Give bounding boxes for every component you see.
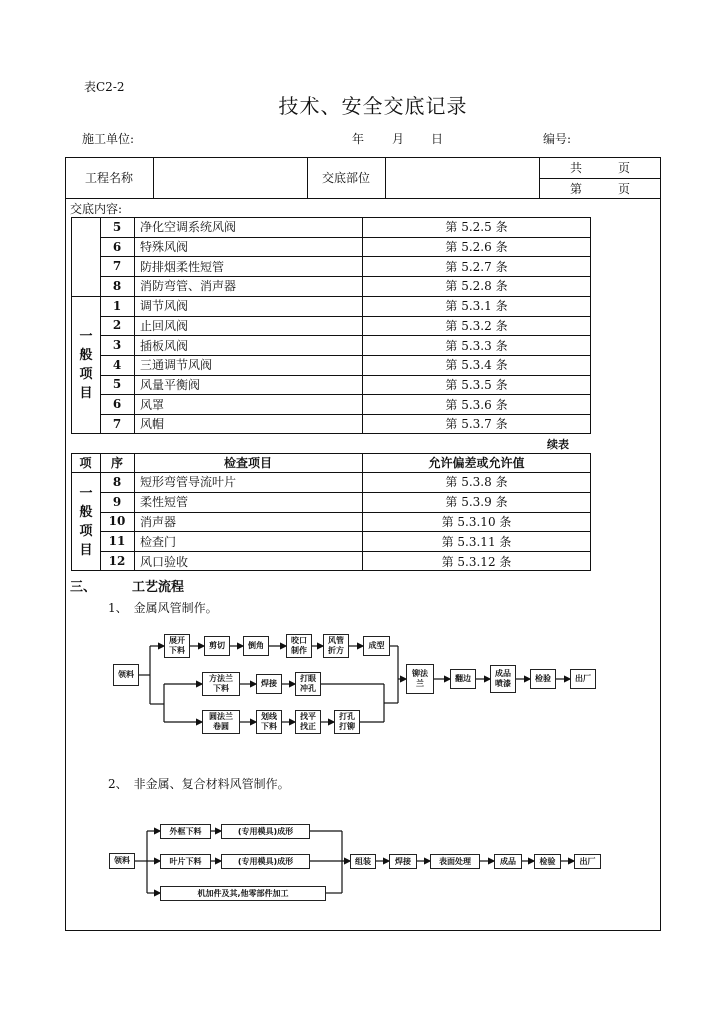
total-pages: 共 页 <box>569 161 630 175</box>
flow2-chengpin: 成品 <box>494 854 522 869</box>
page-title: 技术、安全交底记录 <box>278 94 468 118</box>
continued-label: 续表 <box>547 438 569 451</box>
row-number: 8 <box>112 278 122 293</box>
col-header-item: 项 <box>79 456 92 470</box>
row-item: 风帽 <box>140 417 165 432</box>
flow1-chengxing: 成型 <box>363 636 390 656</box>
row-item: 风量平衡阀 <box>140 377 201 392</box>
flow1-jianyan: 检验 <box>530 669 556 689</box>
flow1-zhaxian: 划线 下料 <box>256 710 282 734</box>
flow2-jianyan: 检验 <box>534 854 561 869</box>
row-reference: 第 5.2.6 条 <box>445 240 508 255</box>
row-number: 12 <box>108 554 126 569</box>
flow1-zhaoping: 找平 找正 <box>295 710 321 734</box>
row-reference: 第 5.3.11 条 <box>441 534 512 549</box>
row-item: 消声器 <box>140 514 177 529</box>
row-reference: 第 5.3.7 条 <box>445 417 508 432</box>
row-number: 9 <box>112 494 122 509</box>
flow2-jijia: 机加件及其,他零部件加工 <box>160 886 326 901</box>
row-item: 消防弯管、消声器 <box>140 279 237 294</box>
row-reference: 第 5.3.3 条 <box>445 338 508 353</box>
project-name-label: 工程名称 <box>84 171 133 185</box>
flow1-lingliao: 领料 <box>113 664 139 686</box>
flow2-yepian: 叶片下料 <box>160 854 211 869</box>
row-item: 特殊风阀 <box>140 240 189 255</box>
row-reference: 第 5.3.1 条 <box>445 299 508 314</box>
row-reference: 第 5.3.12 条 <box>441 554 512 569</box>
row-reference: 第 5.3.4 条 <box>445 358 508 373</box>
flow2-moju2: (专用模具)成形 <box>221 854 310 869</box>
sub-heading-1: 1、 金属风管制作。 <box>108 601 218 615</box>
flow1-yaokou: 咬口 制作 <box>286 634 312 658</box>
row-number: 7 <box>112 259 122 274</box>
col-header-check: 检查项目 <box>223 456 272 470</box>
row-item: 止回风阀 <box>140 318 189 333</box>
row-item: 净化空调系统风阀 <box>140 220 237 235</box>
row-number: 7 <box>112 416 122 431</box>
col-header-seq: 序 <box>110 456 123 470</box>
flow1-dayan: 打眼 冲孔 <box>295 672 321 696</box>
row-number: 5 <box>112 377 122 392</box>
row-item: 防排烟柔性短管 <box>140 259 225 274</box>
row-number: 11 <box>108 534 126 549</box>
flow1-chuchang: 出厂 <box>570 669 596 689</box>
month-label: 月 <box>392 132 405 146</box>
flow1-chengpin: 成品 喷漆 <box>490 665 516 693</box>
content-label: 交底内容: <box>70 202 123 216</box>
col-header-tolerance: 允许偏差或允许值 <box>428 456 525 470</box>
group-label-general: 一般项目 <box>79 329 93 401</box>
row-item: 风罩 <box>140 397 165 412</box>
row-reference: 第 5.3.2 条 <box>445 318 508 333</box>
row-item: 三通调节风阀 <box>140 358 213 373</box>
row-reference: 第 5.2.7 条 <box>445 259 508 274</box>
flow2-lingliao: 领料 <box>109 853 135 869</box>
number-label: 编号: <box>543 132 572 146</box>
row-item: 插板风阀 <box>140 338 189 353</box>
flow2-zupin: 组装 <box>350 854 376 869</box>
flow1-hanjie: 焊接 <box>256 674 282 694</box>
row-reference: 第 5.3.8 条 <box>445 475 508 490</box>
row-reference: 第 5.3.9 条 <box>445 495 508 510</box>
unit-label: 施工单位: <box>82 132 135 146</box>
flow2-waikuang: 外框下料 <box>160 824 211 839</box>
form-code: 表C2-2 <box>84 80 125 94</box>
group-label-general-2: 一般项目 <box>79 485 93 558</box>
row-item: 检查门 <box>140 534 177 549</box>
sub-heading-2: 2、 非金属、复合材料风管制作。 <box>108 777 290 791</box>
section-number: 三、 <box>70 580 97 595</box>
row-item: 柔性短管 <box>140 495 189 510</box>
row-number: 1 <box>112 298 122 313</box>
part-label: 交底部位 <box>321 171 370 185</box>
flow2-biaomian: 表面处理 <box>430 854 480 869</box>
flow1-maofalan: 铆法 兰 <box>406 664 434 694</box>
row-number: 3 <box>112 338 122 353</box>
row-number: 2 <box>112 318 122 333</box>
row-reference: 第 5.3.5 条 <box>445 377 508 392</box>
row-number: 10 <box>108 514 126 529</box>
row-number: 6 <box>112 239 122 254</box>
flow1-fangfalan: 方法兰 下料 <box>202 672 240 696</box>
row-number: 5 <box>112 219 122 234</box>
flow2-chuchang: 出厂 <box>574 854 601 869</box>
flow1-fengguan: 风管 折方 <box>323 634 349 658</box>
row-reference: 第 5.2.5 条 <box>445 220 508 235</box>
flow1-fanbian: 翻边 <box>450 669 476 689</box>
day-label: 日 <box>431 132 444 146</box>
flow1-dakong: 打孔 打铆 <box>334 710 360 734</box>
row-number: 6 <box>112 397 122 412</box>
row-reference: 第 5.2.8 条 <box>445 279 508 294</box>
flow1-zhankai: 展开 下料 <box>164 634 190 658</box>
row-item: 风口验收 <box>140 554 189 569</box>
row-item: 调节风阀 <box>140 299 189 314</box>
flow1-jianqie: 剪切 <box>204 636 230 656</box>
row-reference: 第 5.3.10 条 <box>441 514 512 529</box>
row-item: 短形弯管导流叶片 <box>140 475 237 490</box>
page-number: 第 页 <box>569 181 630 196</box>
flow2-moju1: (专用模具)成形 <box>221 824 310 839</box>
flow1-yuanfalan: 圆法兰 卷圆 <box>202 710 240 734</box>
row-reference: 第 5.3.6 条 <box>445 397 508 412</box>
section-title: 工艺流程 <box>132 580 185 595</box>
flow2-hanjie: 焊接 <box>389 854 417 869</box>
flow1-daojiao: 倒角 <box>243 636 269 656</box>
row-number: 4 <box>112 357 122 372</box>
row-number: 8 <box>112 474 122 489</box>
year-label: 年 <box>352 132 365 146</box>
